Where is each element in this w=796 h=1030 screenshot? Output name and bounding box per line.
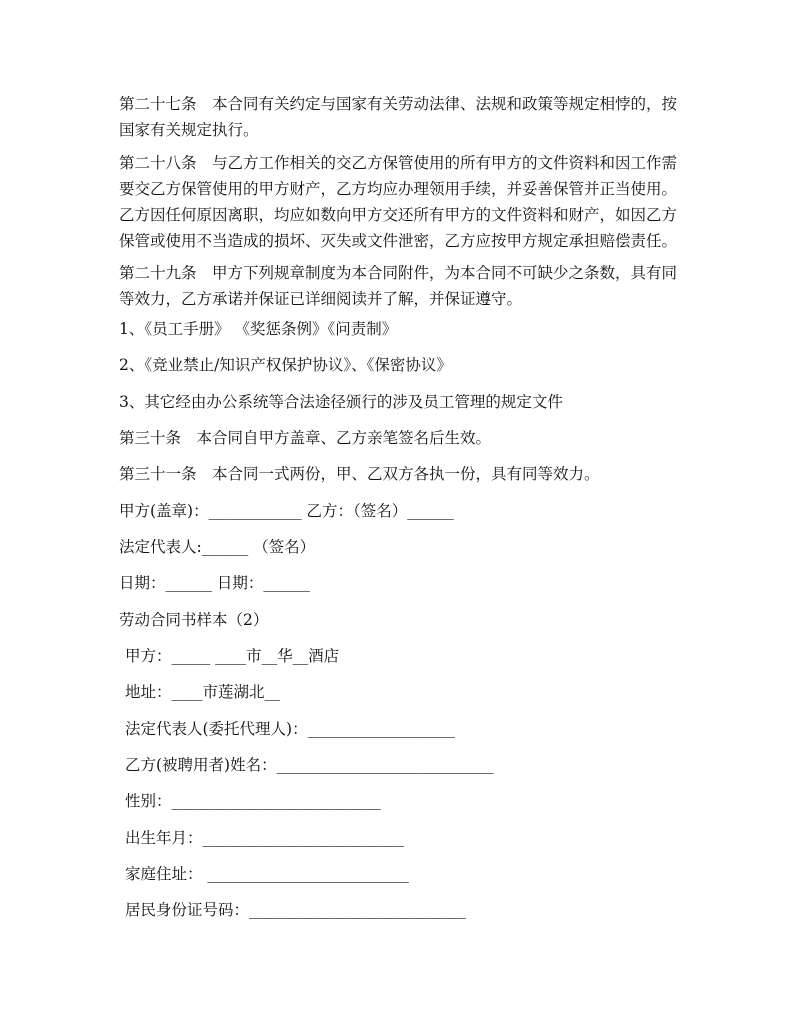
field-birth: 出生年月：__________________________ <box>125 829 405 847</box>
legal-representative-line: 法定代表人:______ （签名） <box>119 538 316 556</box>
article-30: 第三十条 本合同自甲方盖章、乙方亲笔签名后生效。 <box>119 429 492 447</box>
sample-title: 劳动合同书样本（2） <box>119 611 269 629</box>
attachment-item-1: 1、《员工手册》 《奖惩条例》《问责制》 <box>119 320 398 338</box>
field-home-address: 家庭住址： __________________________ <box>125 865 409 883</box>
article-27: 第二十七条 本合同有关约定与国家有关劳动法律、法规和政策等规定相悖的，按国家有关规定执行。 <box>119 95 678 139</box>
article-31: 第三十一条 本合同一式两份，甲、乙双方各执一份，具有同等效力。 <box>119 465 600 483</box>
field-address: 地址：____市莲湖北__ <box>125 683 281 701</box>
attachment-item-3: 3、其它经由办公系统等合法途径颁行的涉及员工管理的规定文件 <box>119 393 563 411</box>
field-id-number: 居民身份证号码：____________________________ <box>125 901 467 919</box>
signature-party-line: 甲方(盖章)：____________ 乙方：（签名）______ <box>119 502 454 520</box>
field-legal-rep: 法定代表人(委托代理人)：___________________ <box>125 720 455 738</box>
field-party-a: 甲方：_____ ____市__华__酒店 <box>125 647 340 665</box>
field-party-b-name: 乙方(被聘用者)姓名：____________________________ <box>125 756 494 774</box>
date-line: 日期：______ 日期：______ <box>119 574 310 592</box>
article-29: 第二十九条 甲方下列规章制度为本合同附件，为本合同不可缺少之条数，具有同等效力，乙方承诺并保证已详细阅读并了解，并保证遵守。 <box>119 264 678 308</box>
field-gender: 性别：___________________________ <box>125 792 381 810</box>
article-28: 第二十八条 与乙方工作相关的交乙方保管使用的所有甲方的文件资料和因工作需要交乙方保管使用的甲方财产，乙方均应办理领用手续，并妥善保管并正当使用。乙方因任何原因离职，均应如数向甲方交还所有甲方的文件资料和财产，如因乙方保管或使用不当造成的损坏、灭失或文件泄密，乙方应按甲方规定承担赔偿责任。 <box>119 154 678 250</box>
attachment-item-2: 2、《竞业禁止/知识产权保护协议》、《保密协议》 <box>119 356 452 374</box>
